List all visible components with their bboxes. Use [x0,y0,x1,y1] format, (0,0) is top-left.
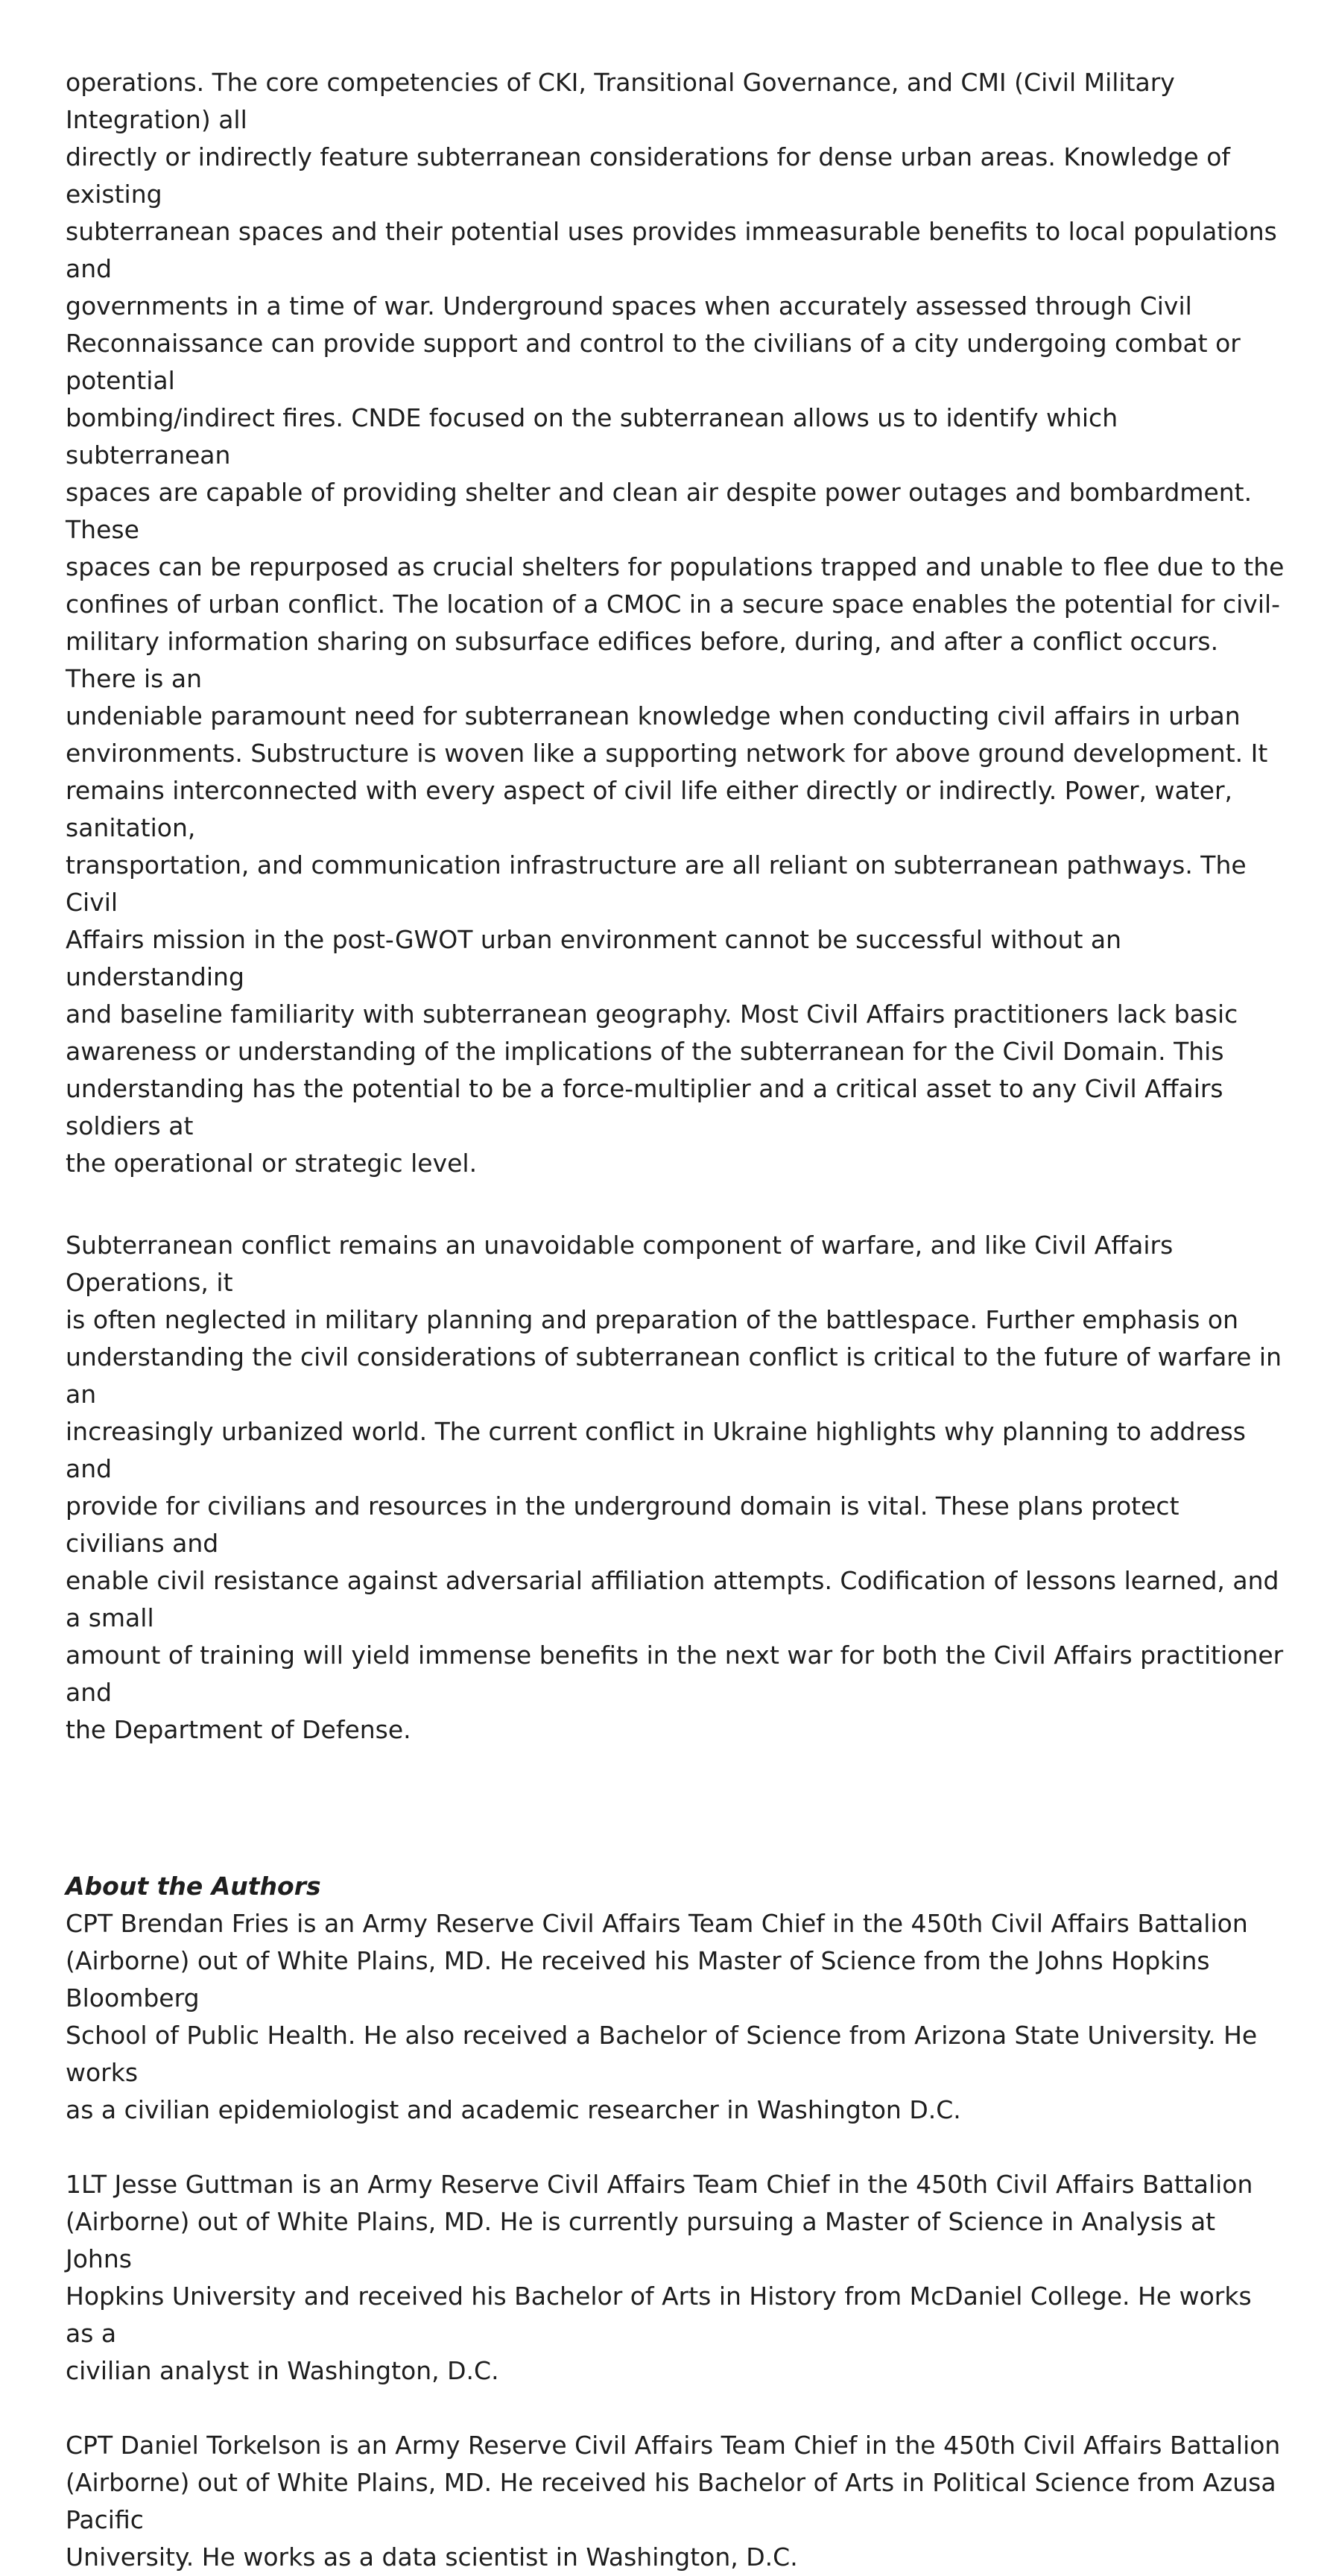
author-bio: CPT Daniel Torkelson is an Army Reserve Civil Affairs Team Chief in the 450th Civil Affairs Battalion (Airborne) out of White Plains, MD. He received his Bachelor of Arts in Political Science from Azusa Pacific University. He works as a data scientist in Washington, D.C. [66,2431,1281,2572]
body-paragraph: Subterranean conflict remains an unavoidable component of warfare, and like Civil Affairs Operations, it is often neglected in military planning and preparation of the battlespace. Further emphasis on understanding the civil considerations of subterranean conflict is critical to the future of warfare in an increasingly urbanized world. The current conflict in Ukraine highlights why planning to address and provide for civilians and resources in the underground domain is vital. These plans protect civilians and enable civil resistance against adversarial affiliation attempts. Codification of lessons learned, and a small amount of training will yield immense benefits in the next war for both the Civil Affairs practitioner and the Department of Defense. [66,1231,1284,1744]
about-authors-heading: About the Authors [66,1872,321,1901]
document-page [66,64,1285,2576]
author-bio: CPT Brendan Fries is an Army Reserve Civil Affairs Team Chief in the 450th Civil Affairs Battalion (Airborne) out of White Plains, MD. He received his Master of Science from the Johns Hopkins Bloomberg School of Public Health. He also received a Bachelor of Science from Arizona State University. He works as a civilian epidemiologist and academic researcher in Washington D.C. [66,1909,1258,2124]
body-paragraph: operations. The core competencies of CKI, Transitional Governance, and CMI (Civil Military Integration) all directly or indirectly feature subterranean considerations for dense urban areas. Knowledge of existing subterranean spaces and their potential uses provides immeasurable benefits to local populations and governments in a time of war. Underground spaces when accurately assessed through Civil Reconnaissance can provide support and control to the civilians of a city undergoing combat or potential bombing/indirect fires. CNDE focused on the subterranean allows us to identify which subterranean spaces are capable of providing shelter and clean air despite power outages and bombardment. These spaces can be repurposed as crucial shelters for populations trapped and unable to flee due to the confines of urban conflict. The location of a CMOC in a secure space enables the potential for civil- military information sharing on subsurface edifices before, during, and after a conflict occurs. There is an undeniable paramount need for subterranean knowledge when conducting civil affairs in urban environments. Substructure is woven like a supporting network for above ground development. It remains interconnected with every aspect of civil life either directly or indirectly. Power, water, sanitation, transportation, and communication infrastructure are all reliant on subterranean pathways. The Civil Affairs mission in the post-GWOT urban environment cannot be successful without an understanding and baseline familiarity with subterranean geography. Most Civil Affairs practitioners lack basic awareness or understanding of the implications of the subterranean for the Civil Domain. This understanding has the potential to be a force-multiplier and a critical asset to any Civil Affairs soldiers at the operational or strategic level. [66,68,1285,1178]
author-bio: 1LT Jesse Guttman is an Army Reserve Civil Affairs Team Chief in the 450th Civil Affairs Battalion (Airborne) out of White Plains, MD. He is currently pursuing a Master of Science in Analysis at Johns Hopkins University and received his Bachelor of Arts in History from McDaniel College. He works as a civilian analyst in Washington, D.C. [66,2170,1253,2385]
about-authors-section [66,1868,1285,2576]
